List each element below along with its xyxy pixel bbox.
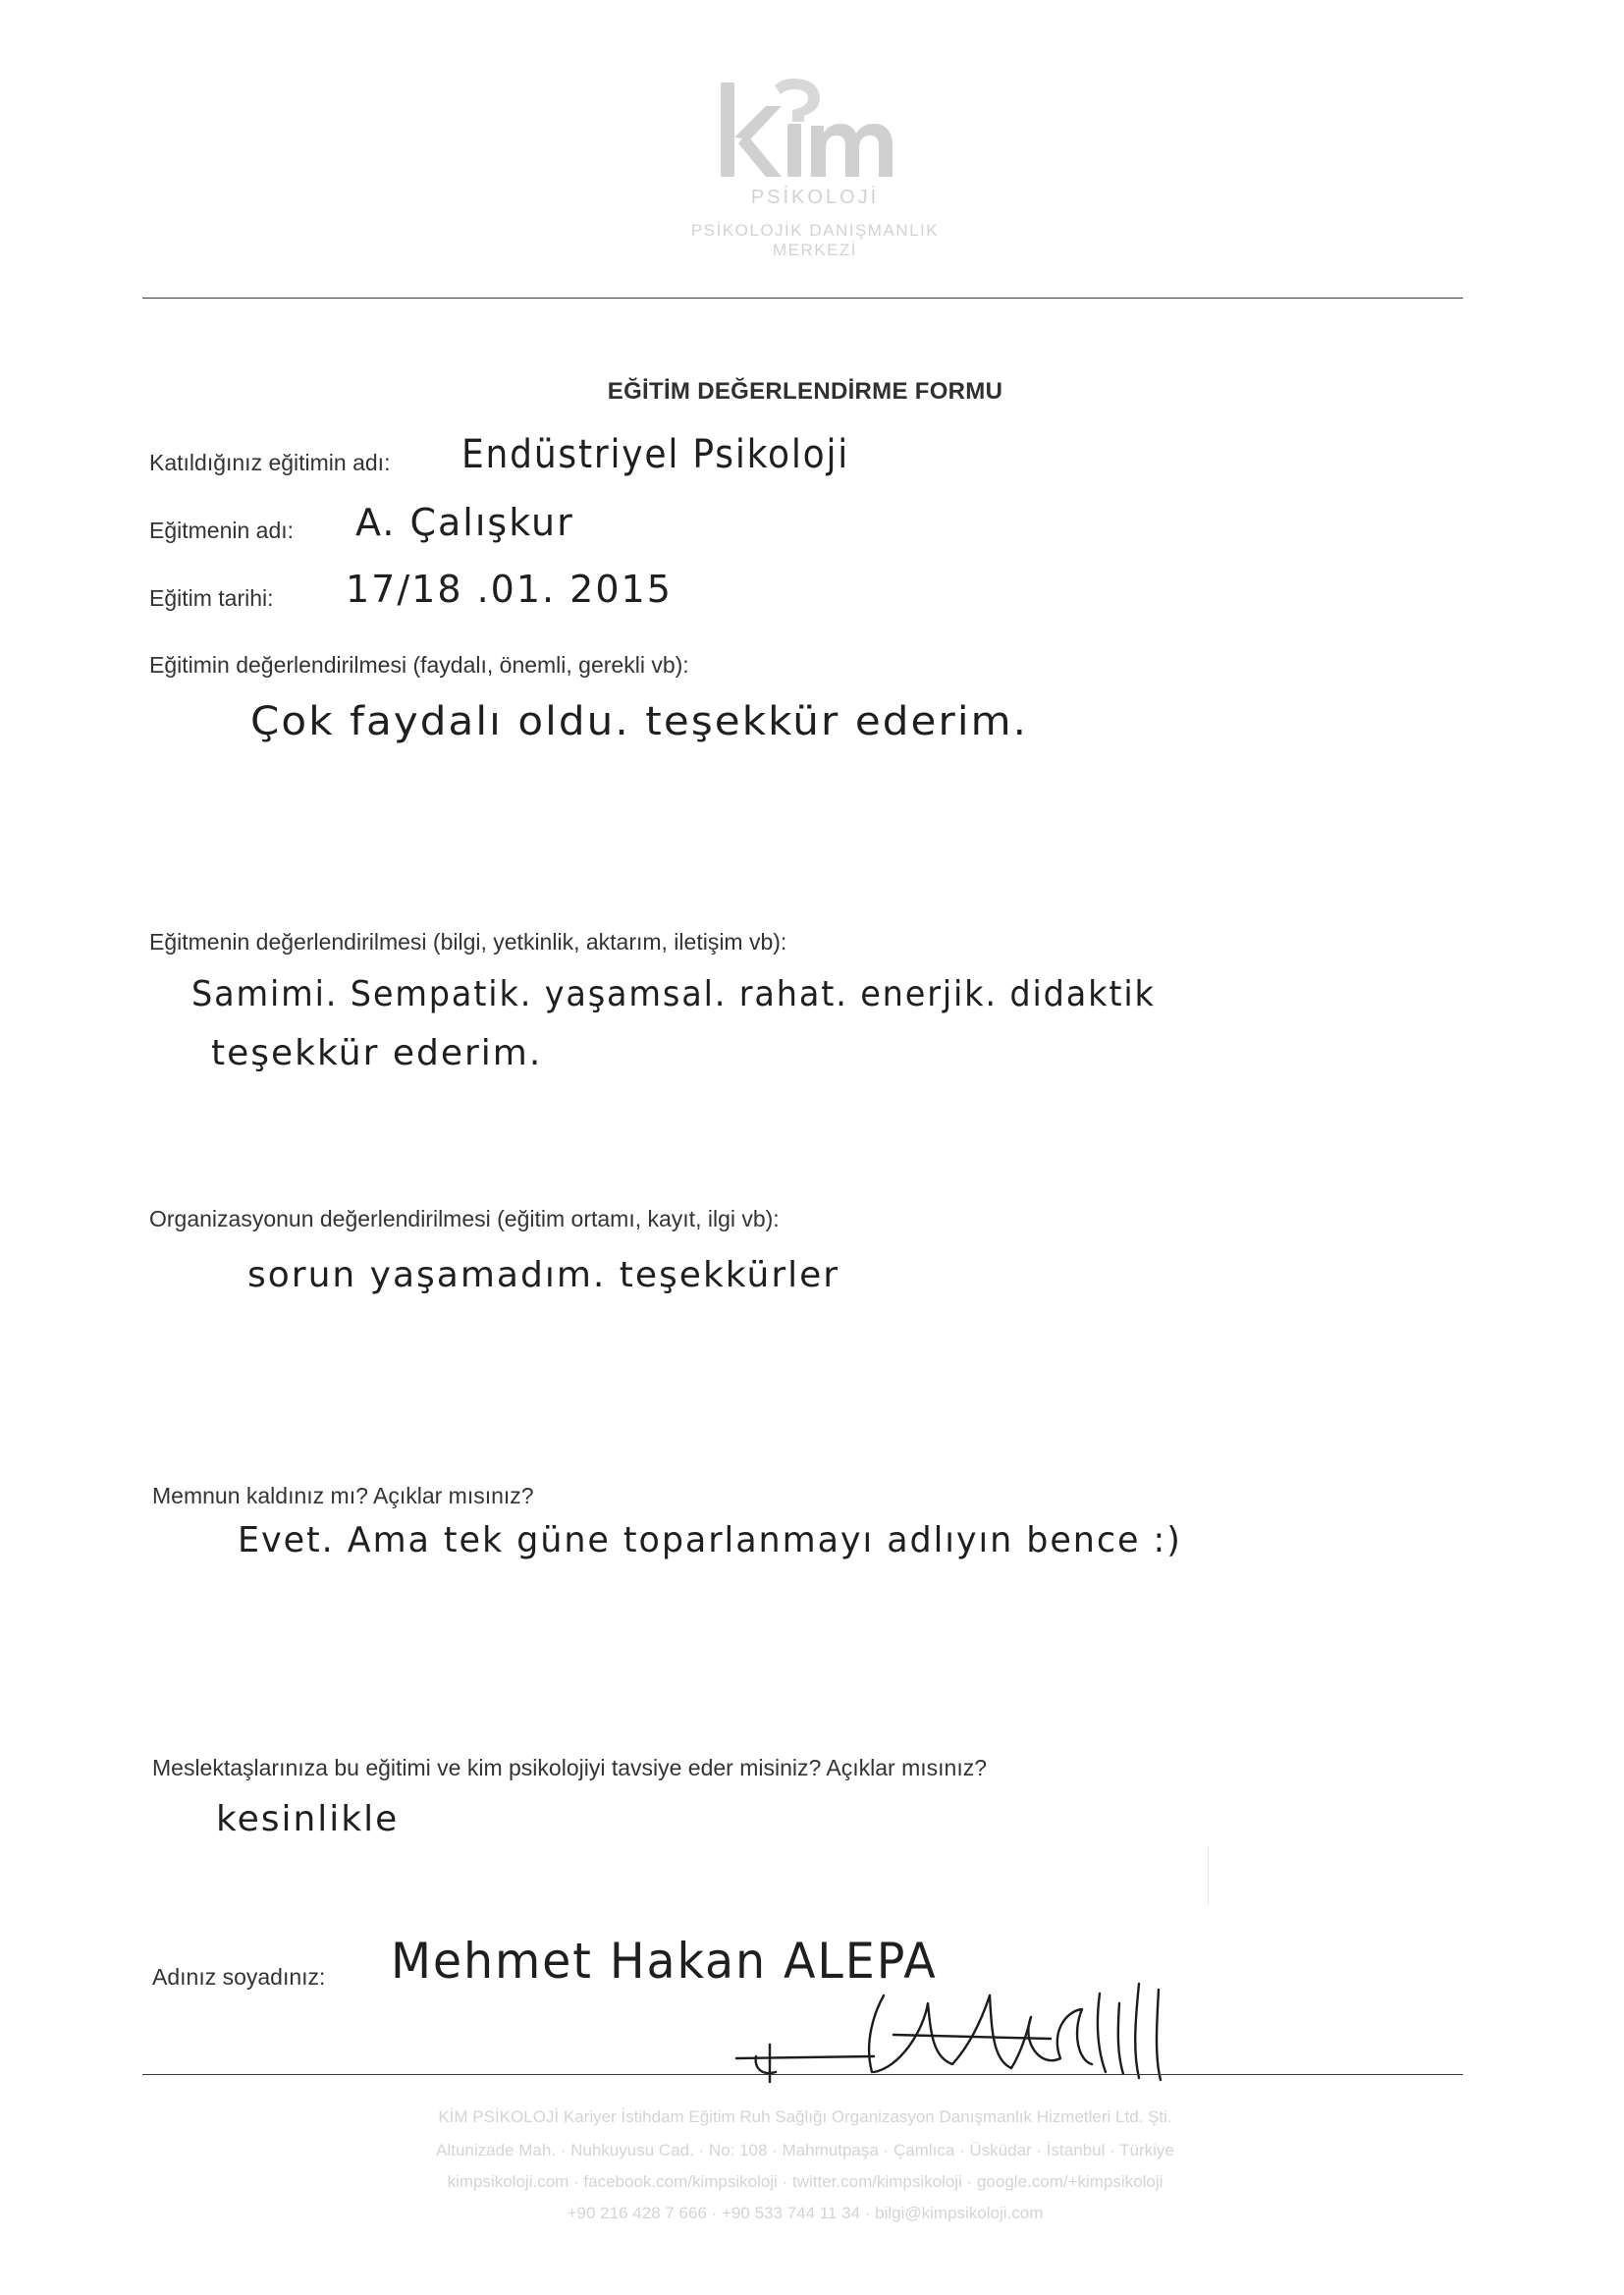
training-name-answer: Endüstriyel Psikoloji: [461, 432, 850, 477]
form-title: EĞİTİM DEĞERLENDİRME FORMU: [607, 378, 1003, 405]
name-answer: Mehmet Hakan ALEPA: [391, 1933, 938, 1990]
footer-social: kimpsikoloji.com · facebook.com/kimpsikoloji · twitter.com/kimpsikoloji · google.com/+kimpsikoloji: [447, 2172, 1164, 2191]
kim-psikoloji-logo: [717, 77, 903, 185]
footer-contact: +90 216 428 7 666 · +90 533 744 11 34 · bilgi@kimpsikoloji.com: [567, 2204, 1044, 2222]
date-label: Eğitim tarihi:: [149, 585, 274, 611]
header-divider: [142, 298, 1463, 299]
signature: [727, 1974, 1218, 2087]
training-name-label: Katıldığınız eğitimin adı:: [149, 450, 391, 475]
footer-divider: [142, 2074, 1463, 2075]
logo-subtitle: PSİKOLOJİ: [750, 187, 880, 208]
organization-label: Organizasyonun değerlendirilmesi (eğitim ortamı, kayıt, ilgi vb):: [149, 1206, 780, 1231]
training-evaluation-label: Eğitimin değerlendirilmesi (faydalı, önemli, gerekli vb):: [149, 652, 689, 678]
satisfaction-answer: Evet. Ama tek güne toparlanmayı adlıyın bence :): [238, 1520, 1182, 1560]
logo-tagline: PSİKOLOJİK DANIŞMANLIK MERKEZİ: [690, 221, 940, 259]
trainer-evaluation-label: Eğitmenin değerlendirilmesi (bilgi, yetkinlik, aktarım, iletişim vb):: [149, 929, 787, 955]
training-evaluation-answer: Çok faydalı oldu. teşekkür ederim.: [250, 699, 1029, 744]
trainer-answer: A. Çalışkur: [355, 501, 574, 544]
organization-answer: sorun yaşamadım. teşekkürler: [247, 1255, 840, 1295]
trainer-evaluation-answer-line2: teşekkür ederim.: [211, 1033, 543, 1073]
scan-mark: [1208, 1846, 1209, 1905]
footer-company: KİM PSİKOLOJİ Kariyer İstihdam Eğitim Ruh Sağlığı Organizasyon Danışmanlık Hizmetleri Ltd. Şti.: [438, 2107, 1172, 2126]
date-answer: 17/18 .01. 2015: [346, 568, 673, 611]
recommendation-answer: kesinlikle: [216, 1799, 400, 1839]
trainer-evaluation-answer-line1: Samimi. Sempatik. yaşamsal. rahat. enerjik. didaktik: [191, 974, 1156, 1014]
footer-address: Altunizade Mah. · Nuhkuyusu Cad. · No: 108 · Mahmutpaşa · Çamlıca · Üsküdar · İstanbul · Türkiye: [436, 2141, 1174, 2159]
recommendation-label: Meslektaşlarınıza bu eğitimi ve kim psikolojiyi tavsiye eder misiniz? Açıklar mısınız?: [152, 1755, 988, 1780]
name-label: Adınız soyadınız:: [152, 1964, 326, 1990]
trainer-label: Eğitmenin adı:: [149, 518, 295, 543]
satisfaction-label: Memnun kaldınız mı? Açıklar mısınız?: [152, 1483, 534, 1508]
